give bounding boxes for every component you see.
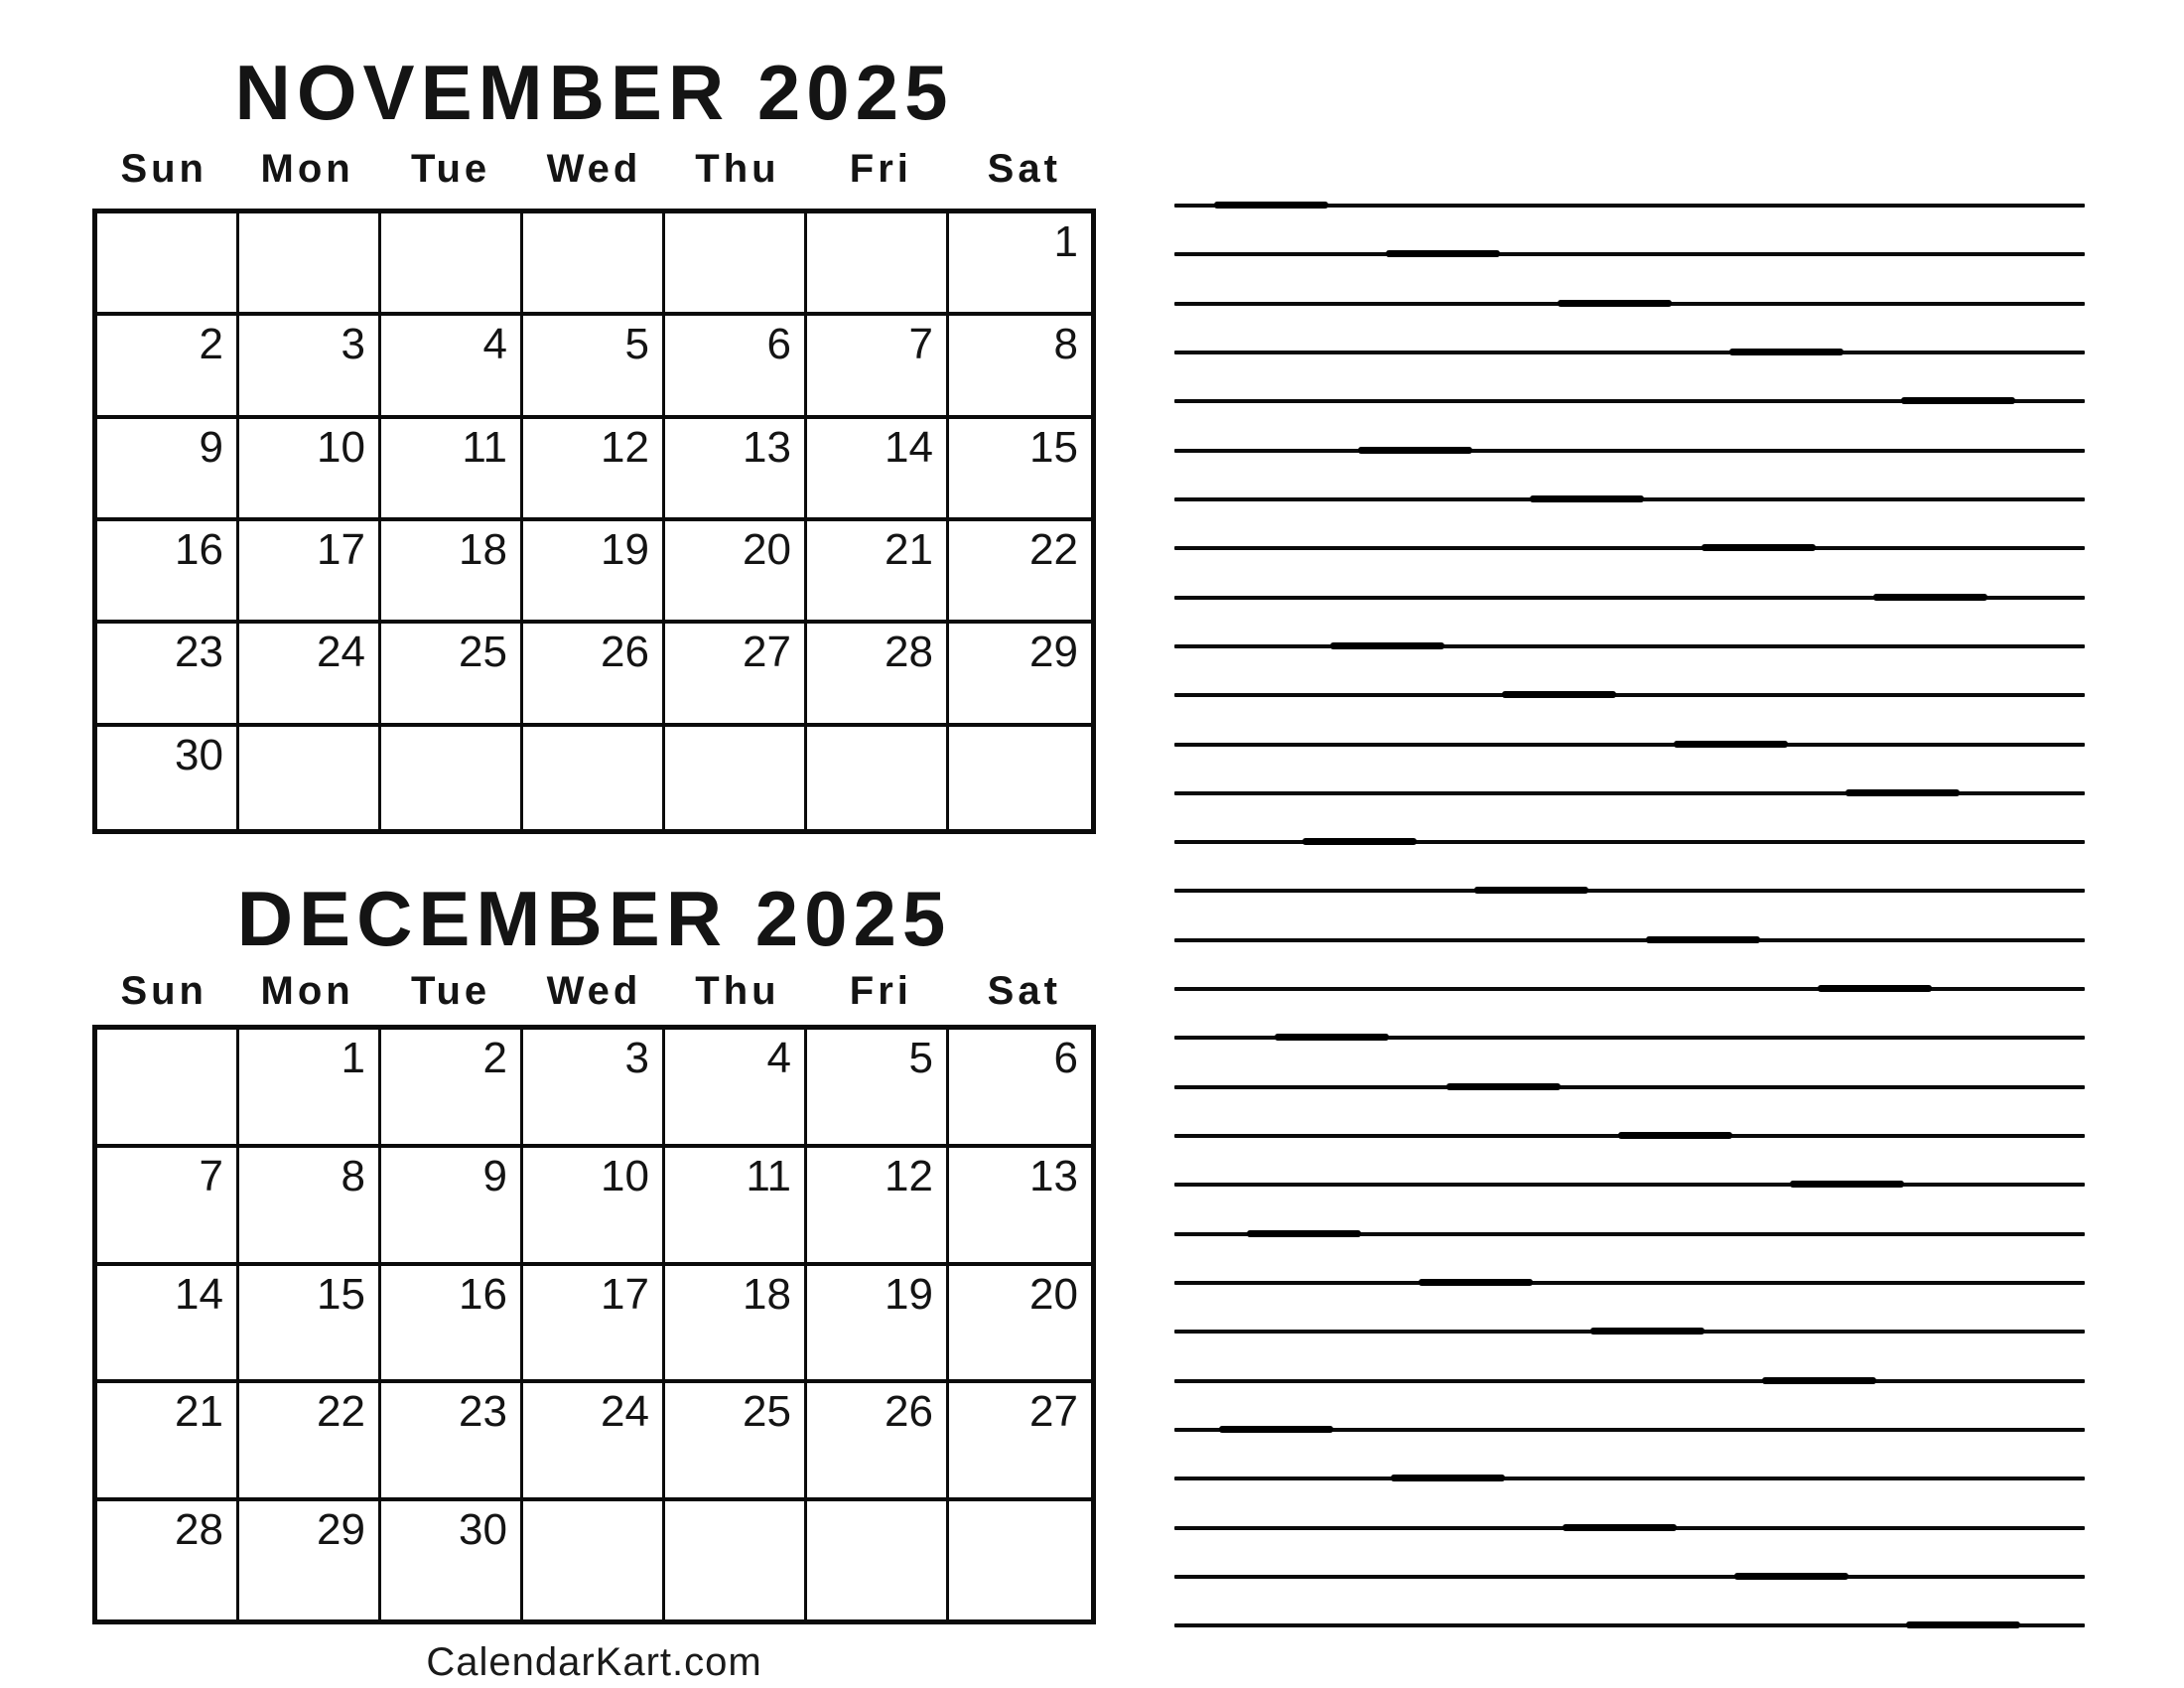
calendar-day-cell: [665, 1501, 807, 1619]
note-line: [1174, 1330, 2085, 1334]
day-number: 8: [1053, 320, 1078, 369]
calendar-day-cell: [665, 624, 807, 726]
calendar-day-cell: [97, 316, 239, 418]
note-line: [1174, 1477, 2085, 1480]
note-line: [1174, 596, 2085, 600]
day-number: 6: [766, 320, 791, 369]
note-line: [1174, 204, 2085, 208]
day-number: 2: [482, 1034, 507, 1082]
day-number: 20: [743, 525, 791, 574]
note-line: [1174, 252, 2085, 256]
day-number: 26: [601, 628, 649, 677]
calendar-day-cell: [97, 521, 239, 624]
day-number: 19: [885, 1269, 933, 1319]
day-number: 15: [1029, 422, 1078, 472]
weekday-label: Mon: [260, 969, 354, 1013]
day-number: 7: [199, 1151, 223, 1200]
weekday-label: Sat: [987, 969, 1061, 1013]
calendar-day-cell: [97, 419, 239, 521]
calendar-day-cell: [949, 1148, 1091, 1266]
calendar-day-cell: [381, 316, 523, 418]
note-line: [1174, 693, 2085, 697]
calendar-day-cell: [97, 213, 239, 316]
calendar-day-cell: [807, 1501, 949, 1619]
day-number: 17: [601, 1269, 649, 1319]
calendar-day-cell: [97, 1148, 239, 1266]
day-number: 17: [317, 525, 365, 574]
weekday-label: Tue: [410, 969, 491, 1013]
weekday-label: Sun: [120, 969, 207, 1013]
day-number: 5: [908, 1034, 933, 1082]
november-title: NOVEMBER 2025: [234, 49, 954, 136]
calendar-day-cell: [949, 727, 1091, 829]
calendar-day-cell: [807, 624, 949, 726]
day-number: 27: [1029, 1387, 1078, 1437]
december-weekday-row: [92, 969, 1096, 1014]
calendar-day-cell: [665, 1266, 807, 1384]
calendar-day-cell: [807, 1266, 949, 1384]
calendar-day-cell: [807, 1148, 949, 1266]
note-line: [1174, 1575, 2085, 1579]
weekday-label: Sun: [120, 147, 207, 191]
day-number: 7: [908, 320, 933, 369]
calendar-day-cell: [949, 213, 1091, 316]
day-number: 13: [743, 422, 791, 472]
day-number: 24: [317, 628, 365, 677]
day-number: 12: [601, 422, 649, 472]
calendar-day-cell: [665, 1383, 807, 1501]
note-line: [1174, 791, 2085, 795]
weekday-label: Wed: [546, 969, 642, 1013]
calendar-day-cell: [949, 1266, 1091, 1384]
day-number: 25: [743, 1387, 791, 1437]
calendar-day-cell: [381, 213, 523, 316]
calendar-day-cell: [239, 1030, 381, 1148]
note-line: [1174, 743, 2085, 747]
calendar-day-cell: [97, 727, 239, 829]
note-line: [1174, 351, 2085, 354]
day-number: 4: [482, 320, 507, 369]
calendar-day-cell: [381, 1030, 523, 1148]
calendar-day-cell: [807, 1030, 949, 1148]
calendar-day-cell: [665, 521, 807, 624]
calendar-day-cell: [523, 624, 665, 726]
calendar-day-cell: [239, 1501, 381, 1619]
calendar-day-cell: [523, 1266, 665, 1384]
calendar-day-cell: [523, 1501, 665, 1619]
calendar-day-cell: [239, 1266, 381, 1384]
day-number: 8: [341, 1151, 365, 1200]
day-number: 11: [746, 1151, 791, 1200]
note-line: [1174, 1036, 2085, 1040]
day-number: 27: [743, 628, 791, 677]
day-number: 3: [341, 320, 365, 369]
calendar-day-cell: [665, 316, 807, 418]
day-number: 29: [317, 1505, 365, 1555]
calendar-day-cell: [381, 624, 523, 726]
calendar-day-cell: [665, 419, 807, 521]
day-number: 10: [601, 1151, 649, 1200]
day-number: 25: [459, 628, 507, 677]
note-line: [1174, 1232, 2085, 1236]
day-number: 1: [341, 1034, 365, 1082]
note-line: [1174, 1134, 2085, 1138]
calendar-day-cell: [949, 624, 1091, 726]
calendar-day-cell: [949, 1501, 1091, 1619]
day-number: 20: [1029, 1269, 1078, 1319]
weekday-label: Tue: [410, 147, 491, 191]
day-number: 24: [601, 1387, 649, 1437]
day-number: 9: [482, 1151, 507, 1200]
day-number: 28: [885, 628, 933, 677]
day-number: 15: [317, 1269, 365, 1319]
note-line: [1174, 644, 2085, 648]
calendar-day-cell: [381, 1501, 523, 1619]
note-line: [1174, 1379, 2085, 1383]
calendar-day-cell: [239, 727, 381, 829]
notes-lines-area: [1174, 0, 2085, 1688]
note-line: [1174, 840, 2085, 844]
calendar-day-cell: [97, 1266, 239, 1384]
note-line: [1174, 302, 2085, 306]
calendar-day-cell: [97, 1383, 239, 1501]
calendar-day-cell: [239, 1148, 381, 1266]
weekday-label: Wed: [546, 147, 642, 191]
calendar-day-cell: [949, 521, 1091, 624]
note-line: [1174, 1428, 2085, 1432]
calendar-day-cell: [665, 1148, 807, 1266]
calendar-day-cell: [381, 1148, 523, 1266]
note-line: [1174, 1183, 2085, 1187]
calendar-day-cell: [381, 521, 523, 624]
day-number: 11: [462, 422, 507, 472]
weekday-label: Fri: [849, 147, 912, 191]
day-number: 21: [175, 1387, 223, 1437]
day-number: 2: [199, 320, 223, 369]
note-line: [1174, 399, 2085, 403]
day-number: 29: [1029, 628, 1078, 677]
note-line: [1174, 449, 2085, 453]
day-number: 18: [743, 1269, 791, 1319]
calendar-day-cell: [239, 1383, 381, 1501]
note-line: [1174, 938, 2085, 942]
day-number: 1: [1053, 217, 1078, 266]
note-line: [1174, 1085, 2085, 1089]
calendar-day-cell: [239, 316, 381, 418]
calendar-day-cell: [949, 1383, 1091, 1501]
note-line: [1174, 1526, 2085, 1530]
weekday-label: Thu: [695, 147, 780, 191]
day-number: 4: [766, 1034, 791, 1082]
calendar-day-cell: [97, 1501, 239, 1619]
day-number: 10: [317, 422, 365, 472]
day-number: 14: [175, 1269, 223, 1319]
calendar-day-cell: [807, 727, 949, 829]
calendar-day-cell: [381, 419, 523, 521]
day-number: 22: [1029, 525, 1078, 574]
day-number: 5: [624, 320, 649, 369]
calendar-day-cell: [239, 419, 381, 521]
november-grid: [92, 209, 1096, 834]
day-number: 23: [175, 628, 223, 677]
day-number: 19: [601, 525, 649, 574]
day-number: 14: [885, 422, 933, 472]
weekday-label: Fri: [849, 969, 912, 1013]
weekday-label: Sat: [987, 147, 1061, 191]
day-number: 16: [175, 525, 223, 574]
calendar-day-cell: [949, 419, 1091, 521]
calendar-day-cell: [665, 727, 807, 829]
calendar-day-cell: [807, 419, 949, 521]
day-number: 18: [459, 525, 507, 574]
calendar-day-cell: [381, 727, 523, 829]
day-number: 30: [175, 730, 223, 779]
calendar-day-cell: [381, 1266, 523, 1384]
note-line: [1174, 1623, 2085, 1627]
calendar-day-cell: [665, 1030, 807, 1148]
calendar-day-cell: [807, 316, 949, 418]
calendar-day-cell: [523, 419, 665, 521]
day-number: 22: [317, 1387, 365, 1437]
weekday-label: Mon: [260, 147, 354, 191]
footer-branding: CalendarKart.com: [426, 1640, 762, 1684]
calendar-day-cell: [97, 1030, 239, 1148]
calendar-day-cell: [523, 1030, 665, 1148]
calendar-day-cell: [665, 213, 807, 316]
november-weekday-row: [92, 147, 1096, 192]
day-number: 28: [175, 1505, 223, 1555]
calendar-day-cell: [381, 1383, 523, 1501]
calendar-day-cell: [807, 213, 949, 316]
day-number: 6: [1053, 1034, 1078, 1082]
calendar-day-cell: [523, 316, 665, 418]
december-title: DECEMBER 2025: [236, 875, 952, 962]
calendar-day-cell: [523, 213, 665, 316]
calendar-day-cell: [97, 624, 239, 726]
note-line: [1174, 987, 2085, 991]
calendar-day-cell: [949, 316, 1091, 418]
day-number: 12: [885, 1151, 933, 1200]
day-number: 3: [624, 1034, 649, 1082]
note-line: [1174, 889, 2085, 893]
calendar-day-cell: [239, 213, 381, 316]
note-line: [1174, 497, 2085, 501]
calendar-day-cell: [949, 1030, 1091, 1148]
day-number: 30: [459, 1505, 507, 1555]
day-number: 9: [199, 422, 223, 472]
december-grid: [92, 1025, 1096, 1624]
day-number: 13: [1029, 1151, 1078, 1200]
day-number: 26: [885, 1387, 933, 1437]
weekday-label: Thu: [695, 969, 780, 1013]
calendar-day-cell: [239, 624, 381, 726]
note-line: [1174, 546, 2085, 550]
calendar-day-cell: [807, 521, 949, 624]
day-number: 23: [459, 1387, 507, 1437]
day-number: 21: [885, 525, 933, 574]
day-number: 16: [459, 1269, 507, 1319]
note-line: [1174, 1281, 2085, 1285]
calendar-day-cell: [239, 521, 381, 624]
calendar-day-cell: [523, 1383, 665, 1501]
calendar-day-cell: [523, 521, 665, 624]
calendar-day-cell: [523, 727, 665, 829]
calendar-day-cell: [807, 1383, 949, 1501]
calendar-day-cell: [523, 1148, 665, 1266]
